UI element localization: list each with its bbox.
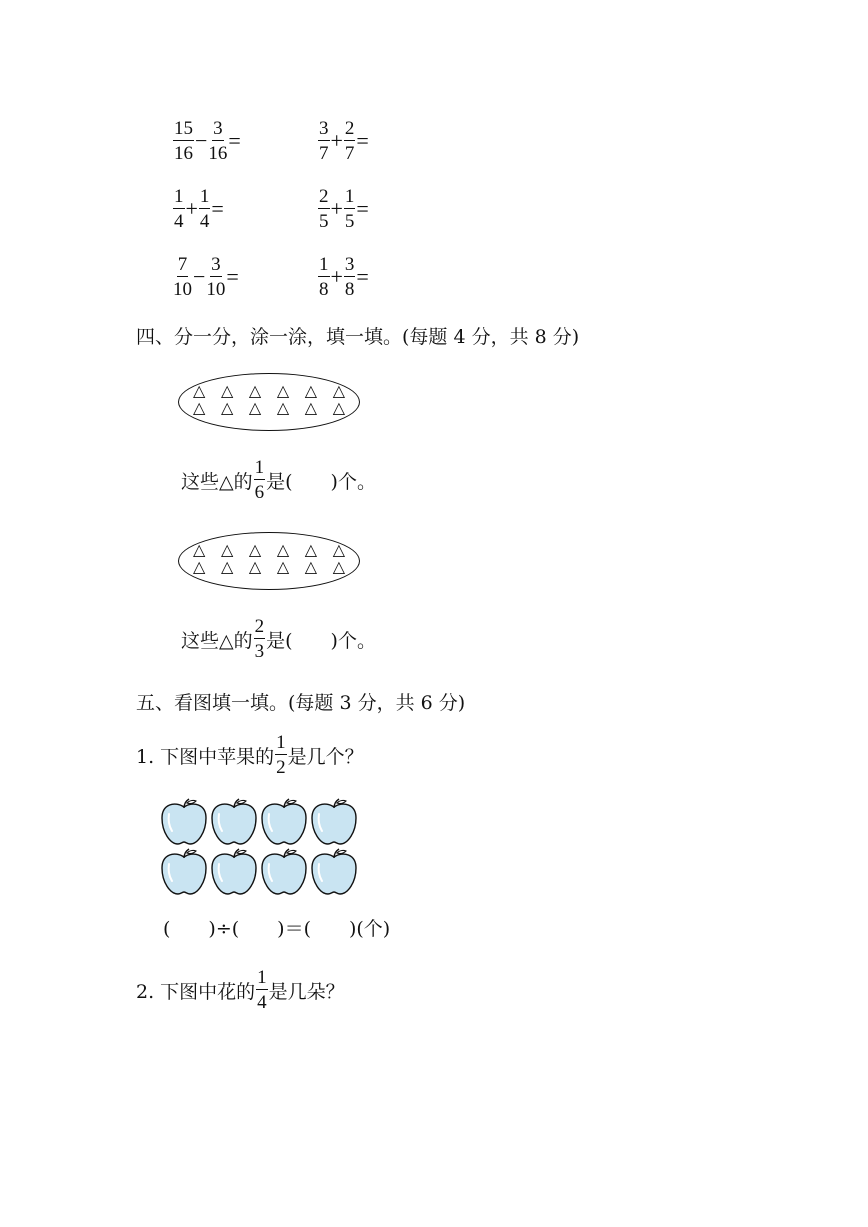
triangle-icon[interactable]: △ [193,398,206,417]
section-5-question-2: 2. 下图中花的 $\frac{1}{4}$ 是几朵？ [136,967,345,1013]
apple-icon [262,799,306,844]
triangle-icon[interactable]: △ [220,557,234,576]
fraction: $\frac{3}{8}$ [344,254,355,300]
question-text: 这些△的 [181,470,253,493]
operator: + [185,196,198,221]
triangle-icon[interactable]: △ [193,381,206,400]
operator: − [193,264,206,289]
triangle-row [193,541,345,558]
triangle-row [193,382,345,399]
apple-icon [312,799,356,844]
fraction: $\frac{1}{8}$ [319,254,329,300]
apple-icon [312,849,356,894]
question-text: 1. 下图中苹果的 [136,745,275,768]
triangle-icon[interactable]: △ [304,540,318,559]
fraction: $\frac{3}{10}$ [206,254,226,300]
fraction-expression [173,187,225,231]
triangle-icon[interactable]: △ [276,540,290,559]
fraction: $\frac{1}{2}$ [276,732,286,778]
fraction: $\frac{1}{4}$ [199,186,210,232]
equals-sign: = [226,264,239,289]
apples-illustration [156,796,366,898]
triangle-icon[interactable]: △ [276,381,290,400]
fraction: $\frac{2}{7}$ [344,118,355,164]
apple-icon [212,799,256,844]
operator: + [330,264,343,289]
question-text: 这些△的 [181,629,253,652]
question-text: 2. 下图中花的 [136,980,256,1003]
triangle-icon[interactable]: △ [304,398,318,417]
fraction: $\frac{15}{16}$ [174,118,193,164]
section-4-question-2 [181,617,376,661]
triangle-icon[interactable]: △ [332,381,345,400]
triangle-icon[interactable]: △ [248,381,262,400]
equals-sign: = [356,128,369,153]
answer-blank[interactable]: 是( )个。 [266,629,376,652]
equals-sign: = [356,264,369,289]
equals-sign: = [228,128,241,153]
triangle-icon[interactable]: △ [193,540,206,559]
fraction: $\frac{1}{5}$ [344,186,355,232]
fraction-expression [173,255,240,299]
triangle-icon[interactable]: △ [304,381,318,400]
section-4-question-1 [181,458,376,502]
fraction: $\frac{3}{7}$ [319,118,329,164]
section-5-heading: 五、看图填一填。(每题 3 分，共 6 分) [136,692,466,714]
fraction: $\frac{1}{4}$ [174,186,184,232]
triangle-icon[interactable]: △ [248,540,262,559]
fraction: $\frac{7}{10}$ [173,254,192,300]
fraction: $\frac{1}{6}$ [254,457,265,503]
fraction: $\frac{2}{3}$ [254,616,265,662]
triangle-icon[interactable]: △ [220,398,234,417]
triangle-icon[interactable]: △ [276,557,290,576]
triangle-icon[interactable]: △ [332,557,345,576]
apple-icon [212,849,256,894]
triangle-icon[interactable]: △ [193,557,206,576]
triangle-icon[interactable]: △ [276,398,290,417]
section-4-heading: 四、分一分，涂一涂，填一填。(每题 4 分，共 8 分) [136,326,580,348]
equals-sign: = [211,196,224,221]
triangle-icon[interactable]: △ [220,381,234,400]
section-5-answer-1[interactable]: ( )÷( )＝( )(个) [163,918,391,940]
triangle-icon[interactable]: △ [248,557,262,576]
triangle-icon[interactable]: △ [248,398,262,417]
fraction-expression [318,119,370,163]
triangle-icon[interactable]: △ [332,398,345,417]
triangle-icon[interactable]: △ [220,540,234,559]
answer-blank[interactable]: 是( )个。 [266,470,376,493]
operator: − [195,128,208,153]
apple-icon [162,849,206,894]
fraction-expression [318,187,370,231]
triangle-row [193,558,345,575]
triangle-row [193,399,345,416]
triangle-icon[interactable]: △ [332,540,345,559]
fraction: $\frac{3}{16}$ [208,118,228,164]
operator: + [330,128,343,153]
operator: + [330,196,343,221]
apple-icon [262,849,306,894]
fraction: $\frac{2}{5}$ [319,186,329,232]
triangle-group-2 [178,532,360,590]
triangle-group-1 [178,373,360,431]
fraction-expression [318,255,370,299]
section-5-question-1: 1. 下图中苹果的 $\frac{1}{2}$ 是几个？ [136,732,364,778]
fraction: $\frac{1}{4}$ [257,967,267,1013]
equals-sign: = [356,196,369,221]
fraction-expression [173,119,242,163]
triangle-icon[interactable]: △ [304,557,318,576]
apple-icon [162,799,206,844]
